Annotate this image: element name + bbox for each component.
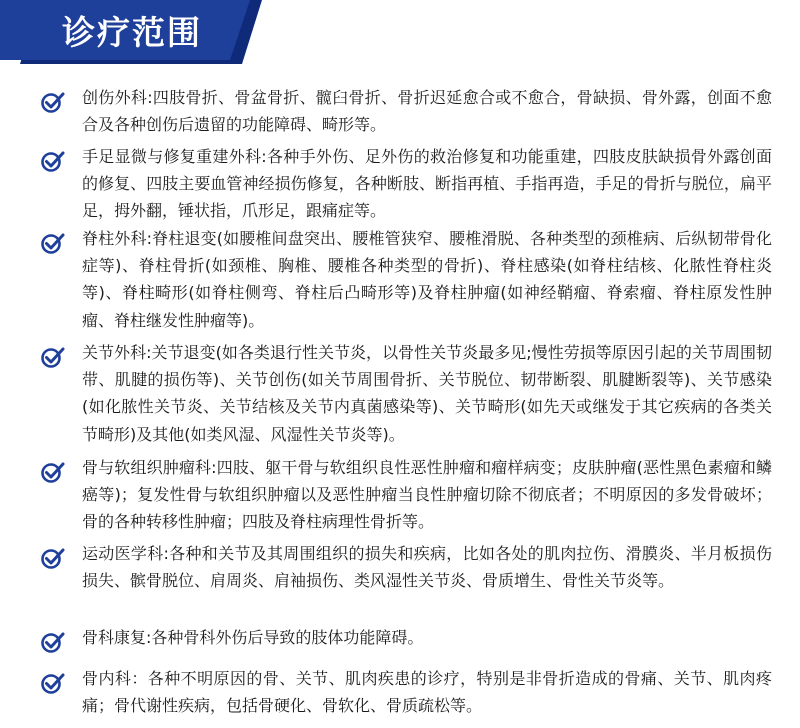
list-item-text: 骨内科：各种不明原因的骨、关节、肌肉疾患的诊疗，特别是非骨折造成的骨痛、关节、肌肉疼痛；骨代谢性疾病，包括骨硬化、骨软化、骨质疏松等。 xyxy=(82,669,772,716)
list-item-text: 脊柱外科:脊柱退变(如腰椎间盘突出、腰椎管狭窄、腰椎滑脱、各种类型的颈椎病、后纵韧带骨化症等)、脊柱骨折(如颈椎、胸椎、腰椎各种类型的骨折)、脊柱感染(如脊柱结核、化脓性脊柱炎等)、脊柱畸形(如脊柱侧弯、脊柱后凸畸形等)及脊柱肿瘤(如神经鞘瘤、脊索瘤、脊柱原发性肿瘤、脊柱继发性肿瘤等)。 xyxy=(82,229,772,330)
list-item-text: 手足显微与修复重建外科:各种手外伤、足外伤的救治修复和功能重建，四肢皮肤缺损骨外露创面的修复、四肢主要血管神经损伤修复，各种断肢、断指再植、手指再造，手足的骨折与脱位，扁平足，拇外翻，锤状指，爪形足，跟痛症等。 xyxy=(82,147,772,221)
check-icon xyxy=(41,346,65,368)
list-item-text: 关节外科:关节退变(如各类退行性关节炎，以骨性关节炎最多见;慢性劳损等原因引起的关节周围韧带、肌腱的损伤等)、关节创伤(如关节周围骨折、关节脱位、韧带断裂、肌腱断裂等)、关节感染(如化脓性关节炎、关节结核及关节内真菌感染等)、关节畸形(如先天或继发于其它疾病的各类关节畸形)及其他(如类风湿、风湿性关节炎等)。 xyxy=(82,343,772,444)
check-icon xyxy=(41,150,65,172)
check-icon xyxy=(41,91,65,113)
list-item-text: 运动医学科:各种和关节及其周围组织的损失和疾病，比如各处的肌肉拉伤、滑膜炎、半月板损伤损失、髌骨脱位、肩周炎、肩袖损伤、类风湿性关节炎、骨质增生、骨性关节炎等。 xyxy=(82,544,772,591)
check-icon xyxy=(41,547,65,569)
page-title: 诊疗范围 xyxy=(62,13,202,52)
list-item-text: 骨科康复:各种骨科外伤后导致的肢体功能障碍。 xyxy=(82,628,424,647)
check-icon xyxy=(41,461,65,483)
list-item-text: 骨与软组织肿瘤科:四肢、躯干骨与软组织良性恶性肿瘤和瘤样病变；皮肤肿瘤(恶性黑色素瘤和鳞癌等)；复发性骨与软组织肿瘤以及恶性肿瘤当良性肿瘤切除不彻底者；不明原因的多发骨破坏；骨的各种转移性肿瘤；四肢及脊柱病理性骨折等。 xyxy=(82,458,772,532)
list-item-text: 创伤外科:四肢骨折、骨盆骨折、髋臼骨折、骨折迟延愈合或不愈合，骨缺损、骨外露，创面不愈合及各种创伤后遗留的功能障碍、畸形等。 xyxy=(82,88,772,135)
check-icon xyxy=(41,631,65,653)
check-icon xyxy=(41,672,65,694)
check-icon xyxy=(41,232,65,254)
section-header-banner xyxy=(0,0,262,66)
